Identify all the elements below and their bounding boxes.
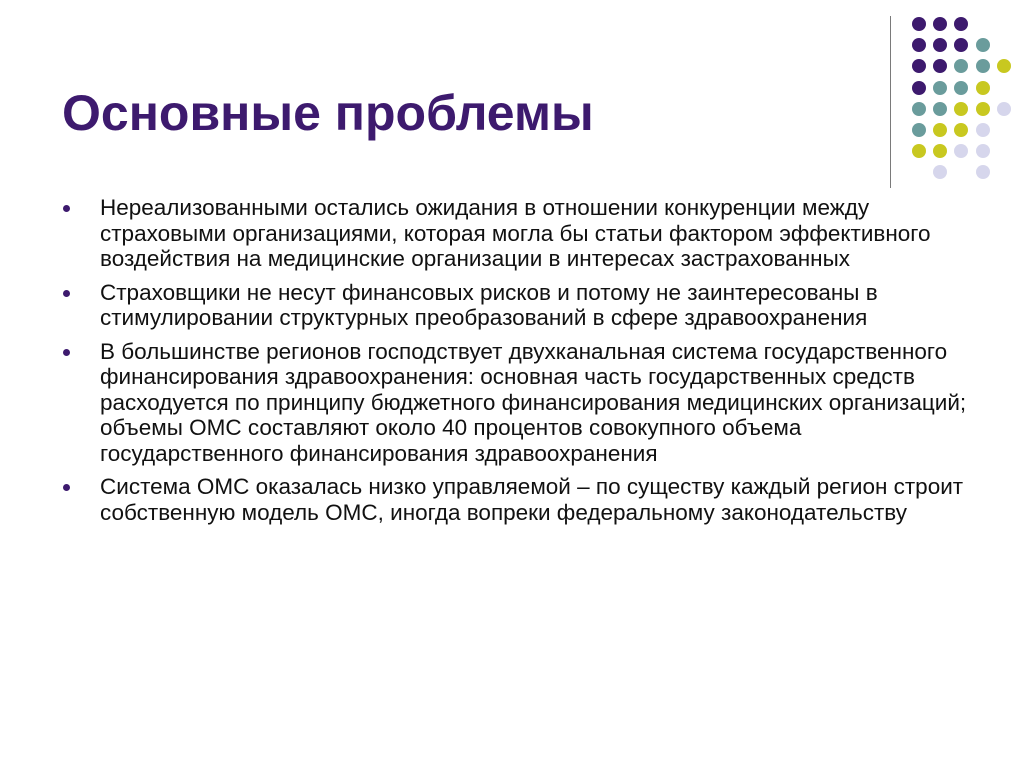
slide-title: Основные проблемы <box>62 85 594 141</box>
bullet-item <box>62 474 977 525</box>
bullet-text: Система ОМС оказалась низко управляемой – по существу каждый регион строит собственную модель ОМС, иногда вопреки федеральному законодательству <box>100 474 964 525</box>
decorative-dot <box>933 102 947 116</box>
bullet-text: В большинстве регионов господствует двухканальная система государственного финансирования здравоохранения: основная часть государственных средств расходуется по принципу бюджетного финансирования медицинских организаций; объемы ОМС составляют около 40 процентов совокупного объема государственного финансирования здравоохранения <box>100 338 967 466</box>
decorative-dot <box>976 123 990 137</box>
decorative-dot <box>954 17 968 31</box>
bullet-item <box>62 195 977 272</box>
decorative-dot <box>954 144 968 158</box>
bullet-item <box>62 339 977 467</box>
bullet-marker <box>63 349 70 356</box>
decorative-dot <box>912 59 926 73</box>
decorative-dot <box>912 144 926 158</box>
decorative-dot <box>997 102 1011 116</box>
decorative-dot <box>912 38 926 52</box>
decorative-dot <box>976 81 990 95</box>
decorative-dot <box>912 81 926 95</box>
bullet-item <box>62 280 977 331</box>
decorative-dot <box>912 123 926 137</box>
decorative-dot <box>976 144 990 158</box>
decorative-dot <box>954 123 968 137</box>
vertical-divider <box>890 16 891 188</box>
decorative-dot <box>933 81 947 95</box>
decorative-dot <box>954 81 968 95</box>
decorative-dot <box>954 102 968 116</box>
decorative-dot <box>976 38 990 52</box>
decorative-dot <box>933 123 947 137</box>
decorative-dot <box>997 59 1011 73</box>
decorative-dot <box>933 17 947 31</box>
decorative-dot <box>933 165 947 179</box>
bullet-marker <box>63 484 70 491</box>
decorative-dot <box>954 59 968 73</box>
decorative-dot <box>933 144 947 158</box>
decorative-dot <box>954 38 968 52</box>
decorative-dot <box>912 102 926 116</box>
decorative-dot <box>976 59 990 73</box>
decorative-dot <box>912 17 926 31</box>
decorative-dot <box>976 102 990 116</box>
decorative-dot <box>933 59 947 73</box>
bullet-text: Страховщики не несут финансовых рисков и потому не заинтересованы в стимулировании структурных преобразований в сфере здравоохранения <box>100 279 878 330</box>
bullet-marker <box>63 205 70 212</box>
bullet-marker <box>63 290 70 297</box>
bullet-list <box>62 195 977 533</box>
bullet-text: Нереализованными остались ожидания в отношении конкуренции между страховыми организациями, которая могла бы статьи фактором эффективного воздействия на медицинские организации в интересах застрахованных <box>100 195 931 271</box>
decorative-dot <box>976 165 990 179</box>
decorative-dot <box>933 38 947 52</box>
